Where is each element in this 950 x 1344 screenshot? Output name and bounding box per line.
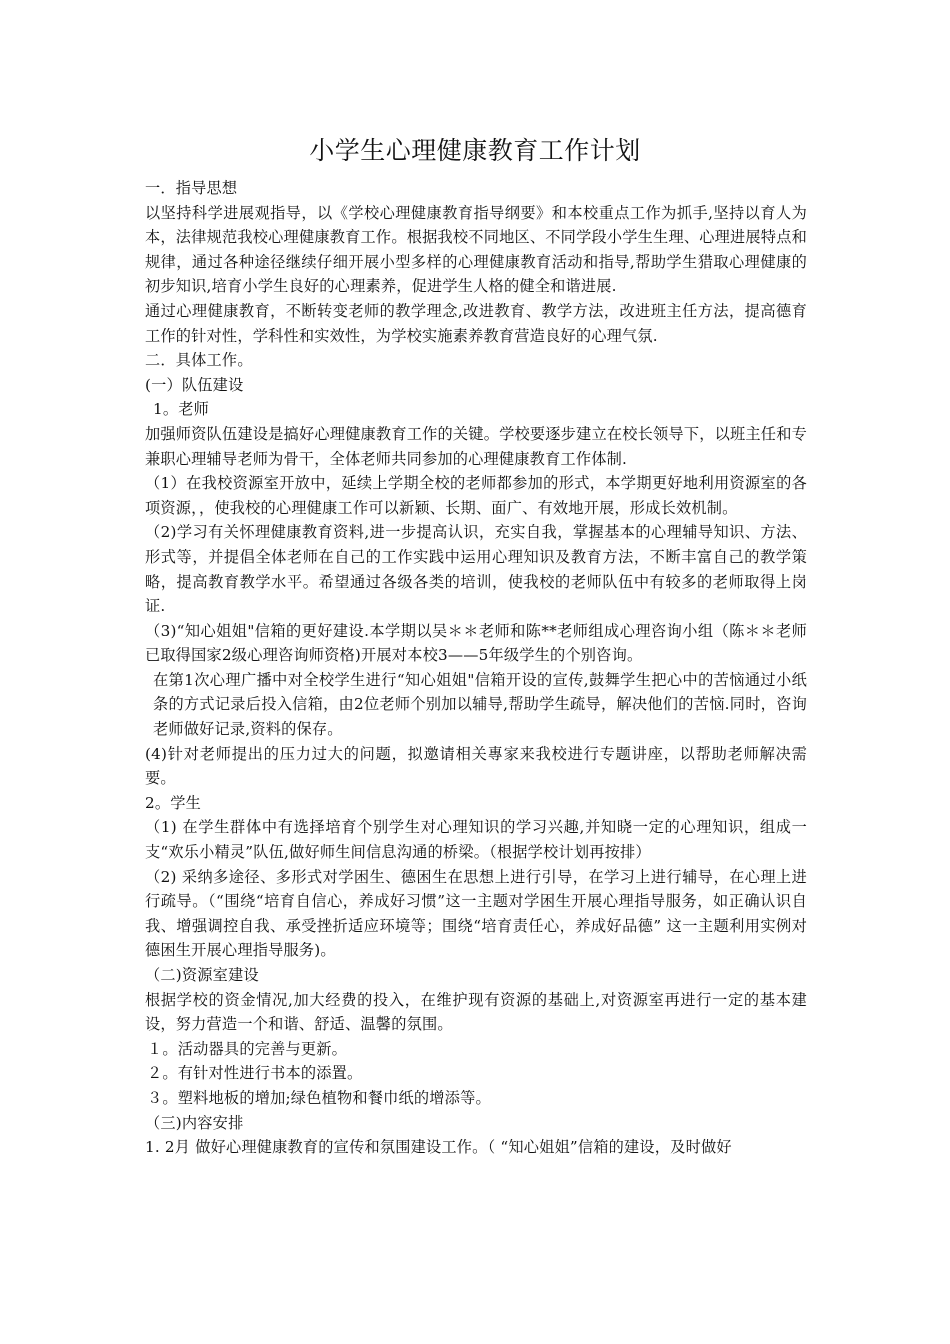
- list-item: （2)学习有关怀理健康教育资料,进一步提高认识，充实自我，掌握基本的心理辅导知识、方法、形式等，并提倡全体老师在自己的工作实践中运用心理知识及教育方法，不断丰富自己的教学策略，提高教育教学水平。希望通过各级各类的培训，使我校的老师队伍中有较多的老师取得上岗证.: [145, 523, 807, 616]
- section-heading-guiding-thought: 一．指导思想: [145, 179, 238, 197]
- document-body: [145, 176, 807, 1160]
- list-item: （1) 在学生群体中有选择培育个别学生对心理知识的学习兴趣,并知晓一定的心理知识，组成一支“欢乐小精灵”队伍,做好师生间信息沟通的桥梁。（根据学校计划再按排）: [145, 818, 807, 862]
- subsection-heading-content-arrangement: （三)内容安排: [145, 1113, 244, 1132]
- list-item: (4)针对老师提出的压力过大的问题，拟邀请相关專家来我校进行专题讲座，以帮助老师解决需要。: [145, 744, 807, 788]
- section-heading-specific-work: 二．具体工作。: [145, 351, 253, 370]
- list-item: 1. 2月 做好心理健康教育的宣传和氛围建设工作。（ “知心姐姐”信箱的建设，及时做好: [145, 1138, 732, 1157]
- document-title: 小学生心理健康教育工作计划: [309, 136, 641, 165]
- paragraph: 在第1次心理广播中对全校学生进行“知心姐姐"信箱开设的宣传,鼓舞学生把心中的苦恼通过小纸条的方式记录后投入信箱，由2位老师个别加以辅导,帮助学生疏导，解决他们的苦恼.同时，咨询老师做好记录,资料的保存。: [153, 670, 807, 739]
- list-item: ３。塑料地板的增加;绿色植物和餐巾纸的增添等。: [147, 1088, 491, 1107]
- item-heading-students: 2。学生: [145, 793, 202, 812]
- item-heading-teachers: 1。老师: [153, 400, 210, 419]
- list-item: （3)“知心姐姐"信箱的更好建设.本学期以吴＊＊老师和陈**老师组成心理咨询小组（陈＊＊老师已取得国家2级心理咨询师资格)开展对本校3——5年级学生的个别咨询。: [145, 621, 807, 665]
- list-item: ２。有针对性进行书本的添置。: [147, 1064, 363, 1083]
- paragraph: 加强师资队伍建设是搞好心理健康教育工作的关键。学校要逐步建立在校长领导下，以班主任和专兼职心理辅导老师为骨干，全体老师共同参加的心理健康教育工作体制.: [145, 424, 807, 468]
- list-item: １。活动器具的完善与更新。: [147, 1039, 348, 1058]
- paragraph: 根据学校的资金情况,加大经费的投入，在维护现有资源的基础上,对资源室再进行一定的基本建设，努力营造一个和谐、舒适、温馨的氛围。: [145, 990, 807, 1034]
- list-item: （1）在我校资源室开放中，延续上学期全校的老师都参加的形式，本学期更好地利用资源室的各项资源，，使我校的心理健康工作可以新颖、长期、面广、有效地开展，形成长效机制。: [145, 474, 807, 517]
- list-item: （2) 采纳多途径、多形式对学困生、德困生在思想上进行引导，在学习上进行辅导，在心理上进行疏导。（“围绕“培育自信心，养成好习惯”这一主题对学困生开展心理指导服务，如正确认识自我、增强调控自我、承受挫折适应环境等；围绕“培育责任心，养成好品德” 这一主题利用实例对德困生开展心理指导服务)。: [145, 867, 807, 960]
- subsection-heading-team-building: (一）队伍建设: [145, 375, 244, 394]
- subsection-heading-resource-room: （二)资源室建设: [145, 966, 259, 984]
- paragraph: 通过心理健康教育，不断转变老师的教学理念,改进教育、教学方法，改进班主任方法，提高德育工作的针对性，学科性和实效性，为学校实施素养教育营造良好的心理气氛.: [145, 301, 807, 345]
- paragraph: 以坚持科学进展观指导，以《学校心理健康教育指导纲要》和本校重点工作为抓手,坚持以育人为本，法律规范我校心理健康教育工作。根据我校不同地区、不同学段小学生生理、心理进展特点和规律，通过各种途径继续仔细开展小型多样的心理健康教育活动和指导,帮助学生猎取心理健康的初步知识,培育小学生良好的心理素养，促进学生人格的健全和谐进展.: [145, 203, 807, 296]
